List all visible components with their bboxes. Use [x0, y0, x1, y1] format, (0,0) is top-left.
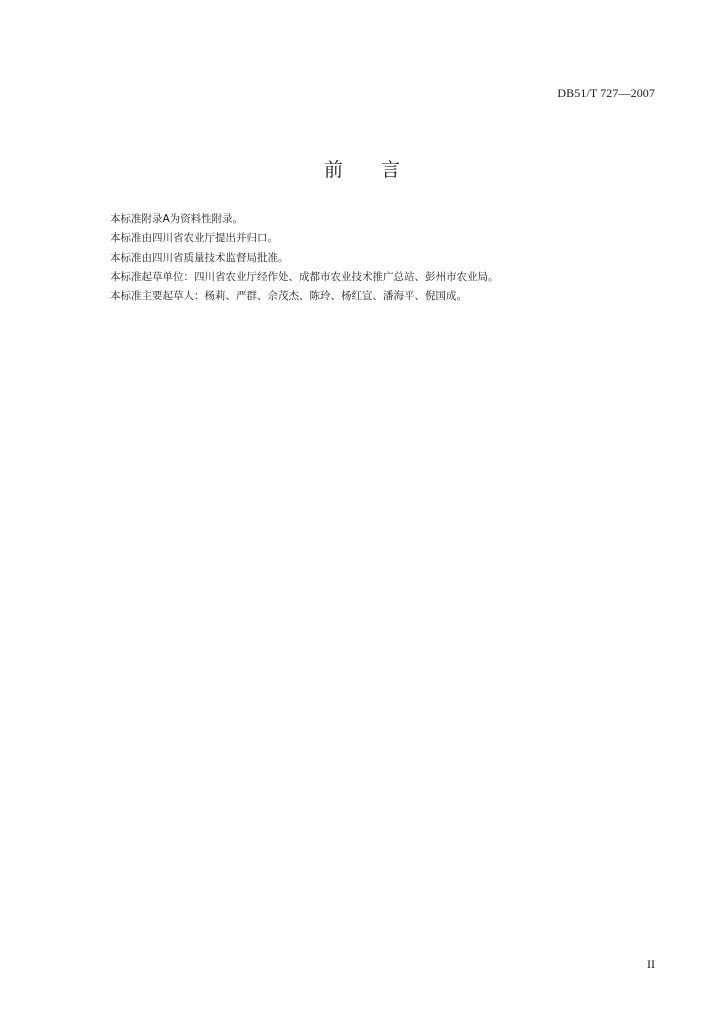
title-char-2: 言 — [381, 159, 401, 181]
page-title — [0, 155, 724, 182]
preface-line-proposer: 本标准由四川省农业厅提出并归口。 — [110, 232, 278, 245]
document-code: DB51/T 727—2007 — [557, 86, 655, 100]
preface-line-appendix: 本标准附录A为资料性附录。 — [110, 213, 244, 225]
page-number: II — [647, 957, 655, 971]
preface-line-drafting-units: 本标准起草单位：四川省农业厅经作处、成都市农业技术推广总站、彭州市农业局。 — [110, 270, 499, 283]
preface-line-drafters: 本标准主要起草人：杨莉、严群、佘茂杰、陈玲、杨红宣、潘海平、倪国成。 — [110, 290, 467, 303]
preface-body — [110, 210, 670, 306]
preface-line-approver: 本标准由四川省质量技术监督局批准。 — [110, 251, 289, 264]
title-char-1: 前 — [323, 159, 343, 181]
